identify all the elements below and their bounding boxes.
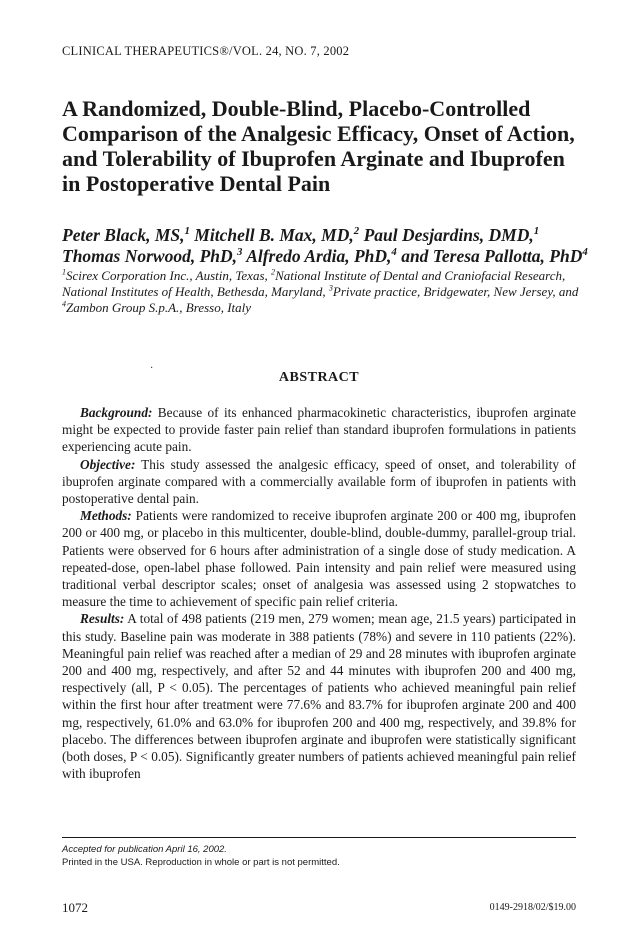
author-affil-mark: 2 xyxy=(353,225,360,238)
abstract-body xyxy=(62,404,576,782)
section-label: Objective: xyxy=(80,456,136,472)
affiliation-text: National Institute of Dental and Craniofacial Research, National Institutes of Health, Bethesda, Maryland, xyxy=(62,268,566,299)
section-text: A total of 498 patients (219 men, 279 women; mean age, 21.5 years) participated in this study. Baseline pain was moderate in 388 patients (78%) and severe in 110 patients (22%). Meaningful pain relief was reached after a median of 29 and 28 minutes with ibuprofen arginate 200 and 400 mg, respectively, and after 52 and 44 minutes with ibuprofen 200 and 400 mg, respectively (all, P < 0.05). The percentages of patients who achieved meaningful pain relief within the first hour after treatment were 77.6% and 83.7% for ibuprofen arginate 200 and 400 mg, respectively, 61.0% and 63.0% for ibuprofen 200 and 400 mg, respectively, and 39.8% for placebo. The differences between ibuprofen arginate and ibuprofen were statistically significant (both doses, P < 0.05). Significantly greater numbers of patients achieved meaningful pain relief with ibuprofen xyxy=(62,611,576,782)
author-affil-mark: 1 xyxy=(533,225,540,238)
affil-mark: 1 xyxy=(62,267,67,277)
stray-dot-mark: · xyxy=(150,363,154,374)
abstract-heading: ABSTRACT xyxy=(278,370,360,385)
issn-code: 0149-2918/02/$19.00 xyxy=(489,902,576,913)
section-label: Results: xyxy=(80,611,125,627)
footnotes xyxy=(62,843,576,869)
footnote-divider xyxy=(62,837,576,838)
affiliations xyxy=(62,268,592,316)
section-label: Background: xyxy=(80,405,153,420)
section-label: Methods: xyxy=(80,508,132,524)
abstract-paragraph xyxy=(62,507,576,610)
author-affil-mark: 1 xyxy=(184,225,190,238)
affiliation-text: Zambon Group S.p.A., Bresso, Italy xyxy=(66,300,252,315)
abstract-paragraph xyxy=(62,456,576,508)
section-text: This study assessed the analgesic efficacy, speed of onset, and tolerability of ibuprofen arginate compared with a commercially available form of ibuprofen in patients with postoperative dental pain. xyxy=(62,456,576,507)
section-text: Patients were randomized to receive ibuprofen arginate 200 or 400 mg, ibuprofen 200 or 400 mg, or placebo in this multicenter, double-blind, double-dummy, parallel-group trial. Patients were observed for 6 hours after administration of a single dose of study medication. A repeated-dose, open-label phase followed. Pain intensity and pain relief were measured using traditional verbal descriptor scales; onset of analgesia was assessed using 2 stopwatches to measure the time to achievement of specific pain relief criteria. xyxy=(62,508,576,610)
author-name: Paul Desjardins, DMD, xyxy=(363,225,534,245)
acceptance-note: Accepted for publication April 16, 2002. xyxy=(62,844,227,855)
author-affil-mark: 4 xyxy=(391,246,397,259)
author-name: Alfredo Ardia, PhD, xyxy=(246,246,392,266)
affil-mark: 3 xyxy=(328,283,333,293)
author-name: and Teresa Pallotta, PhD xyxy=(401,246,583,266)
page-number: 1072 xyxy=(62,900,88,915)
abstract-paragraph xyxy=(62,404,576,456)
section-text: Because of its enhanced pharmacokinetic characteristics, ibuprofen arginate might be expected to provide faster pain relief than standard ibuprofen formulations in patients experiencing acute pain. xyxy=(62,405,576,455)
author-name: Peter Black, MS, xyxy=(62,225,185,245)
copyright-note: Printed in the USA. Reproduction in whole or part is not permitted. xyxy=(62,857,340,868)
author-list xyxy=(62,225,602,267)
affiliation-text: Scirex Corporation Inc., Austin, Texas, xyxy=(66,268,272,283)
author-name: Mitchell B. Max, MD, xyxy=(194,225,354,245)
abstract-paragraph xyxy=(62,610,576,782)
affil-mark: 4 xyxy=(62,299,67,309)
affiliation-text: Private practice, Bridgewater, New Jersey, and xyxy=(332,284,579,299)
author-affil-mark: 3 xyxy=(237,246,243,259)
author-affil-mark: 4 xyxy=(582,246,588,259)
affil-mark: 2 xyxy=(271,267,276,277)
article-title: A Randomized, Double-Blind, Placebo-Controlled Comparison of the Analgesic Efficacy, Onset of Action, and Tolerability of Ibuprofen Arginate and Ibuprofen in Postoperative Dental Pain xyxy=(62,96,575,196)
running-header: CLINICAL THERAPEUTICS®/VOL. 24, NO. 7, 2002 xyxy=(62,44,350,58)
author-name: Thomas Norwood, PhD, xyxy=(62,246,238,266)
